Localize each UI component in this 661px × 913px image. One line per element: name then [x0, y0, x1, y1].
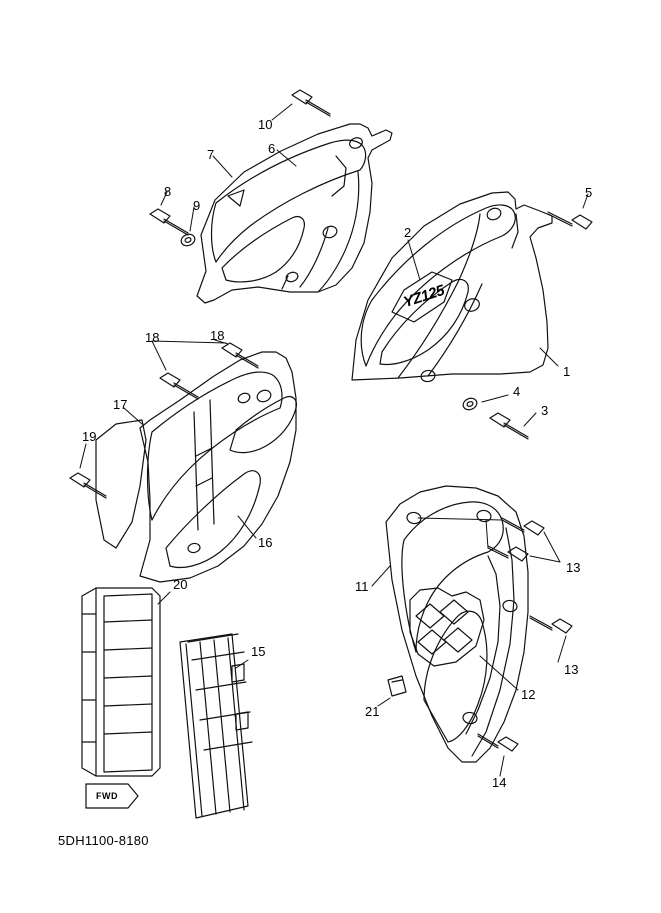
bolt-8	[150, 209, 188, 235]
callout-11: 11	[355, 579, 369, 594]
callout-12: 12	[521, 687, 536, 702]
fwd-label: FWD	[96, 791, 118, 801]
part-6-shroud	[197, 124, 392, 303]
grommet-4	[461, 396, 478, 411]
callout-8: 8	[164, 184, 172, 199]
part-20-pad	[82, 588, 160, 776]
part-11-side-cover	[386, 486, 528, 762]
callout-5: 5	[585, 185, 593, 200]
bolt-5	[548, 212, 592, 229]
bolt-10	[292, 90, 330, 116]
callout-13-b: 13	[564, 662, 579, 677]
callout-7: 7	[207, 147, 215, 162]
callout-18-b: 18	[210, 328, 225, 343]
part-16-side-cover	[140, 352, 296, 582]
callout-17: 17	[113, 397, 128, 412]
callout-14: 14	[492, 775, 507, 790]
callout-9: 9	[193, 198, 201, 213]
callout-18-a: 18	[145, 330, 160, 345]
cover-logo-text: YZ125	[401, 281, 447, 312]
callout-20: 20	[173, 577, 188, 592]
callout-4: 4	[513, 384, 521, 399]
callout-15: 15	[251, 644, 266, 659]
part-code: 5DH1100-8180	[58, 833, 149, 848]
part-21-clip	[388, 676, 406, 696]
callout-2: 2	[404, 225, 412, 240]
bolt-19	[70, 473, 106, 498]
callout-10: 10	[258, 117, 273, 132]
callout-3: 3	[541, 403, 549, 418]
part-1-shroud	[352, 192, 552, 383]
callout-21: 21	[365, 704, 380, 719]
bolt-13-c	[530, 616, 572, 633]
callout-19: 19	[82, 429, 97, 444]
part-17-flap	[96, 420, 146, 548]
callout-16: 16	[258, 535, 273, 550]
callout-13-a: 13	[566, 560, 581, 575]
bolt-18-a	[160, 373, 198, 399]
callout-6: 6	[268, 141, 276, 156]
callout-1: 1	[563, 364, 571, 379]
bolt-3	[490, 413, 528, 439]
grommet-9	[179, 232, 196, 247]
part-15-grille	[180, 634, 252, 818]
